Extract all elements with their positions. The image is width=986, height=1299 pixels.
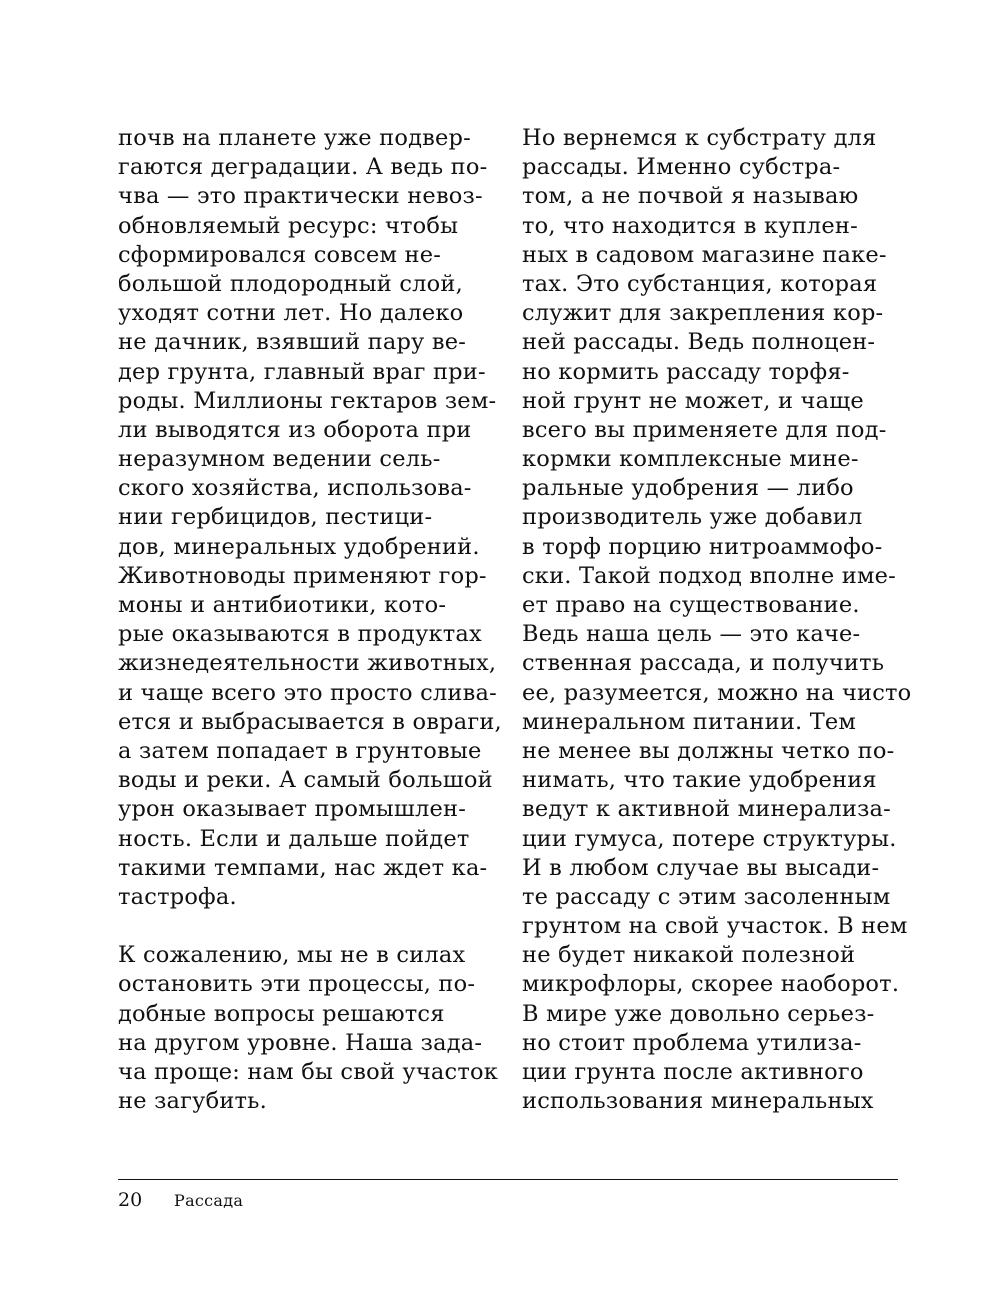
- text-line: ственная рассада, и получить: [522, 650, 885, 677]
- text-line: том, а не почвой я называю: [522, 183, 859, 210]
- text-line: чва — это практически невоз-: [118, 183, 483, 210]
- text-line: использования минеральных: [522, 1088, 874, 1115]
- text-line: почв на планете уже подвер-: [118, 125, 471, 151]
- text-line: К сожалению, мы не в силах: [118, 942, 466, 969]
- text-line: рассады. Именно субстра-: [522, 154, 841, 181]
- text-line: то, что находится в куплен-: [522, 212, 858, 239]
- text-line: ведут к активной минерализа-: [522, 796, 891, 823]
- text-line: ность. Если и дальше пойдет: [118, 825, 470, 852]
- text-line: такими темпами, нас ждет ка-: [118, 854, 488, 881]
- text-line: но кормить рассаду торфя-: [522, 358, 850, 385]
- footer-rule: [118, 1179, 898, 1180]
- text-line: ется и выбрасывается в овраги,: [118, 708, 502, 735]
- text-line: ли выводятся из оборота при: [118, 416, 472, 443]
- text-line: гаются деградации. А ведь по-: [118, 154, 488, 181]
- text-line: всего вы применяете для под-: [522, 416, 887, 443]
- paragraph-substrate: [522, 124, 912, 1116]
- text-line: И в любом случае вы высади-: [522, 854, 880, 881]
- text-line: тах. Это субстанция, которая: [522, 270, 878, 297]
- text-line: обновляемый ресурс: чтобы: [118, 212, 459, 239]
- running-title: Рассада: [174, 1191, 244, 1210]
- text-line: ной грунт не может, и чаще: [522, 387, 864, 414]
- text-line: ральные удобрения — либо: [522, 475, 854, 502]
- paragraph-our-task: [118, 941, 498, 1116]
- text-line: большой плодородный слой,: [118, 270, 463, 297]
- text-line: ет право на существование.: [522, 592, 860, 618]
- text-line: в торф порцию нитроаммофо-: [522, 533, 883, 560]
- text-line: ции грунта после активного: [522, 1059, 864, 1085]
- text-line: неразумном ведении сель-: [118, 446, 441, 473]
- text-line: воды и реки. А самый большой: [118, 767, 493, 794]
- paragraph-spacer: [118, 912, 498, 941]
- text-line: добные вопросы решаются: [118, 1000, 445, 1027]
- text-line: Животноводы применяют гор-: [118, 562, 487, 589]
- text-line: ча проще: нам бы свой участок: [118, 1059, 498, 1085]
- text-line: роды. Миллионы гектаров зем-: [118, 387, 497, 414]
- text-line: грунтом на свой участок. В нем: [522, 913, 908, 940]
- text-line: В мире уже довольно серьез-: [522, 1000, 875, 1027]
- right-column: [522, 124, 912, 1116]
- text-line: и чаще всего это просто слива-: [118, 679, 497, 706]
- text-line: кормки комплексные мине-: [522, 446, 859, 473]
- text-line: ски. Такой подход вполне име-: [522, 562, 896, 589]
- text-line: Ведь наша цель — это каче-: [522, 621, 861, 648]
- text-line: не дачник, взявший пару ве-: [118, 329, 467, 356]
- text-line: ных в садовом магазине паке-: [522, 241, 887, 268]
- left-column: [118, 124, 502, 1116]
- text-line: моны и антибиотики, кото-: [118, 592, 447, 618]
- text-line: но стоит проблема утилиза-: [522, 1029, 862, 1056]
- paragraph-soil-degradation: [118, 124, 502, 912]
- text-line: не будет никакой полезной: [522, 942, 856, 969]
- text-line: ции гумуса, потере структуры.: [522, 825, 897, 852]
- text-line: дов, минеральных удобрений.: [118, 533, 480, 560]
- text-line: остановить эти процессы, по-: [118, 971, 476, 998]
- text-line: тастрофа.: [118, 883, 237, 910]
- text-line: уходят сотни лет. Но далеко: [118, 300, 464, 327]
- text-line: нимать, что такие удобрения: [522, 767, 877, 794]
- page-number: 20: [118, 1189, 143, 1211]
- text-line: производитель уже добавил: [522, 504, 863, 531]
- text-line: дер грунта, главный враг при-: [118, 358, 486, 385]
- text-line: урон оказывает промышлен-: [118, 796, 467, 823]
- text-line: рые оказываются в продуктах: [118, 621, 482, 648]
- text-line: не менее вы должны четко по-: [522, 737, 895, 764]
- text-line: Но вернемся к субстрату для: [522, 125, 877, 151]
- text-line: ского хозяйства, использова-: [118, 475, 472, 502]
- text-line: а затем попадает в грунтовые: [118, 737, 482, 764]
- text-line: не загубить.: [118, 1088, 267, 1115]
- text-line: ней рассады. Ведь полноцен-: [522, 329, 876, 356]
- text-line: микрофлоры, скорее наоборот.: [522, 971, 900, 998]
- text-line: те рассаду с этим засоленным: [522, 883, 891, 910]
- text-line: минеральном питании. Тем: [522, 708, 857, 735]
- text-line: сформировался совсем не-: [118, 241, 442, 268]
- text-line: жизнедеятельности животных,: [118, 650, 497, 677]
- text-line: нии гербицидов, пестици-: [118, 504, 433, 531]
- text-line: на другом уровне. Наша зада-: [118, 1029, 483, 1056]
- text-line: ее, разумеется, можно на чисто: [522, 679, 912, 706]
- text-line: служит для закрепления кор-: [522, 300, 884, 327]
